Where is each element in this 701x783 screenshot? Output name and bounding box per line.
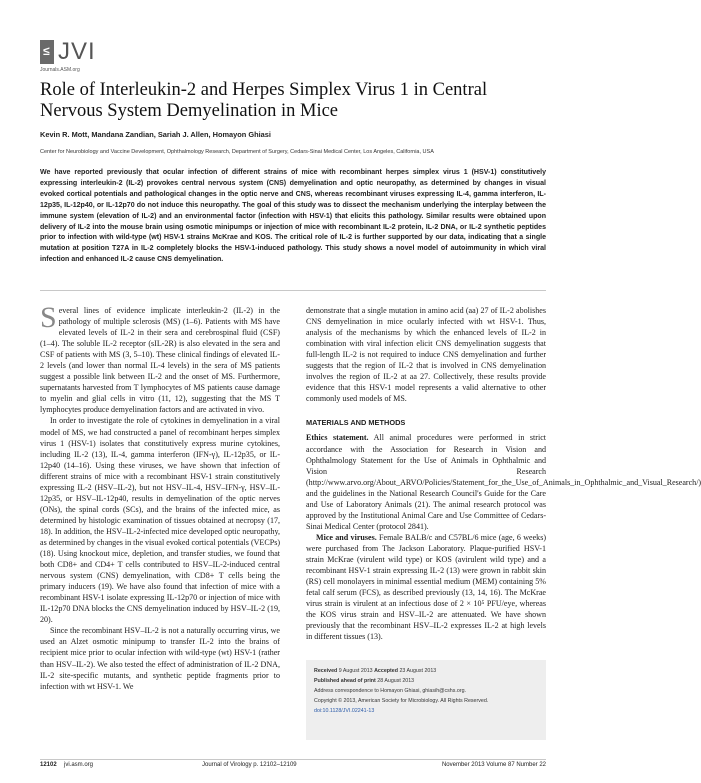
- right-column: [306, 305, 701, 642]
- page-footer: [40, 762, 546, 774]
- journal-citation: Journal of Virology p. 12102–12109: [202, 762, 297, 768]
- drop-cap: S: [40, 301, 57, 334]
- left-column: [40, 301, 280, 692]
- article-info-box: [306, 660, 546, 740]
- journal-logo-url: Journals.ASM.org: [40, 67, 80, 73]
- issue-info: November 2013 Volume 87 Number 22: [441, 762, 546, 768]
- intro-paragraph-2: In order to investigate the role of cytokines in demyelination in a viral model of MS, we had constructed a panel of recombinant herpes simplex virus 1 (HSV-1) isolates that constitutively express murine cytokines, including IL-2 (13), IL-4, gamma interferon (IFN-γ), IL-12p35, or IL-12p40 (14–16). Using these viruses, we have shown that infection of different strains of mice with a recombinant HSV-1 strain constitutively expressing IL-2 (HSV–IL-2), but not HSV–IL-4, HSV–IFN-γ, HSV–IL-12p35, or HSV–IL-12p40, results in demyelination of the optic nerves (ONs), the spinal cords (SCs), and the brains of the infected mice, as determined by histologic examination of tissues obtained at necropsy (17, 18). In addition, the HSV–IL-2-infected mice developed optic neuropathy, as determined by changes in the visual evoked cortical potentials (VECPs) (18). Using knockout mice, depletion, and transfer studies, we found that both CD8+ and CD4+ T cells contributed to HSV–IL-2-induced central nervous system (CNS) demyelination, with CD8+ T cells being the primary inducers (19). We have also found that infection of mice with a recombinant HSV-1 isolate expressing IL-12p70 or injection of mice with IL-12p70 DNA blocks the CNS demyelination induced by HSV–IL-2 (19, 20).: [40, 416, 280, 625]
- intro-paragraph-1: Several lines of evidence implicate interleukin-2 (IL-2) in the pathology of multiple sclerosis (MS) (1–6). Patients with MS have elevated levels of IL-2 in their sera and cerebrospinal fluid (CSF) (1–4). The soluble IL-2 receptor (sIL-2R) is also elevated in the sera and CSF of patients with MS (3, 5–10). These clinical findings of elevated IL-2 levels (and lower than normal IL-4 levels) in the sera of MS patients suggest a possible link between IL-2 and the onset of MS. Furthermore, supernatants harvested from T lymphocytes of MS patients cause damage to myelin and glial cells in vitro (11, 12), suggesting that the MS T lymphocytes produce demyelination factors and are activated in vivo.: [40, 301, 280, 415]
- footer-divider: [40, 759, 546, 760]
- intro-paragraph-4: demonstrate that a single mutation in amino acid (aa) 27 of IL-2 abolishes CNS demyelination in mice ocularly infected with wt HSV-1. Thus, analysis of the mechanisms by which the enhanced levels of IL-2 in combination with viral infection elicit CNS demyelination suggests that full-length IL-2 is not required to induce CNS demyelination and further suggests that the region of IL-2 that is involved in CNS demyelination involves the region of IL-2 at aa 27. Collectively, these results provide evidence that this HSV-1 model represents a valid alternative to other commonly used models of MS.: [306, 306, 546, 404]
- published-line: Published ahead of print 28 August 2013: [314, 678, 415, 684]
- mice-viruses-paragraph: Mice and viruses. Female BALB/c and C57BL/6 mice (age, 6 weeks) were purchased from The Jackson Laboratory. Plaque-purified HSV-1 strain McKrae (virulent wild type) or KOS (avirulent wild type) and a recombinant HSV-1 strain expressing IL-2 (13) were grown in rabbit skin (RS) cell monolayers in minimal essential medium (MEM) containing 5% fetal calf serum (FCS), as described previously (13, 14, 16). The McKrae virus strain is virulent at an infectious dose of 2 × 10⁵ PFU/eye, whereas the KOS virus strain and HSV–IL-2 are attenuated. We have shown previously that the recombinant HSV–IL-2 expresses IL-2 at high levels in different tissues (13).: [306, 532, 547, 642]
- author-list: Kevin R. Mott, Mandana Zandian, Sariah J. Allen, Homayon Ghiasi: [40, 130, 271, 139]
- abstract: We have reported previously that ocular infection of different strains of mice with recombinant herpes simplex virus 1 (HSV-1) constitutively expressing interleukin-2 (IL-2) provokes central nervous system (CNS) demyelination and optic neuropathy, as determined by changes in visual evoked cortical potentials and pathological changes in the optic nerve and CNS, whereas recombinant viruses expressing IL-4, gamma interferon, IL-12p35, IL-12p40, or IL-12p70 do not induce this neuropathy. The goal of this study was to dissect the mechanism underlying the interplay between the immune system (elevation of IL-2) and an environmental factor (infection with HSV-1) that elicits this pathology. Similar results were obtained upon delivery of IL-2 into the mouse brain using osmotic minipumps or injection of mice with recombinant IL-2 protein, IL-2 DNA, or IL-2 synthetic peptides prior to infection with wild-type (wt) HSV-1 strains McKrae and KOS. The critical role of IL-2 is further supported by our data, indicating that a single mutation at position T27A in IL-2 completely blocks the HSV-1-induced pathology. This study shows a novel model of autoimmunity in which viral infection and enhanced IL-2 cause CNS demyelination.: [40, 169, 546, 264]
- page-number: 12102: [40, 762, 57, 768]
- intro-paragraph-3: Since the recombinant HSV–IL-2 is not a naturally occurring virus, we used an Alzet osmotic minipump to transfer IL-2 into the brains of recipient mice prior to ocular infection with wild-type (wt) HSV-1 (rather than HSV–IL-2). We also tested the effect of administration of IL-2 DNA, IL-2 site-specific mutants, and synthetic peptide fragments prior to infection with wt HSV-1. We: [40, 626, 280, 691]
- dates-line: Received 9 August 2013 Accepted 23 August 2013: [314, 668, 437, 674]
- correspondence-line: Address correspondence to Homayon Ghiasi, ghiasih@cshs.org.: [314, 688, 467, 694]
- section-heading-methods: MATERIALS AND METHODS: [306, 418, 406, 428]
- ethics-paragraph: Ethics statement. All animal procedures were performed in strict accordance with the Association for Research in Vision and Ophthalmology Statement for the Use of Animals in Ophthalmic and Vision Research (http://www.arvo.org/About_ARVO/Policies/Statement_for_the_Use_of_Animals_in_Ophthalmic_and_Visual_Research/) and the guidelines in the National Research Council's Guide for the Care and Use of Laboratory Animals (21). The animal research protocol was approved by the Institutional Animal Care and Use Committee of Cedars-Sinai Medical Center (protocol 2841).: [306, 433, 701, 531]
- doi-link[interactable]: doi:10.1128/JVI.02241-13: [314, 708, 375, 714]
- journal-logo-text: JVI: [58, 38, 96, 65]
- journal-mark-icon: ≤: [40, 40, 54, 64]
- abstract-divider: [40, 290, 546, 291]
- journal-site-link[interactable]: jvi.asm.org: [64, 762, 94, 768]
- copyright-line: Copyright © 2013, American Society for Microbiology. All Rights Reserved.: [314, 698, 489, 704]
- affiliation: Center for Neurobiology and Vaccine Development, Ophthalmology Research, Department of Surgery, Cedars-Sinai Medical Center, Los Angeles, California, USA: [40, 149, 434, 155]
- journal-logo: [40, 38, 100, 74]
- article-title: Role of Interleukin-2 and Herpes Simplex Virus 1 in Central Nervous System Demyelination in Mice: [40, 80, 488, 121]
